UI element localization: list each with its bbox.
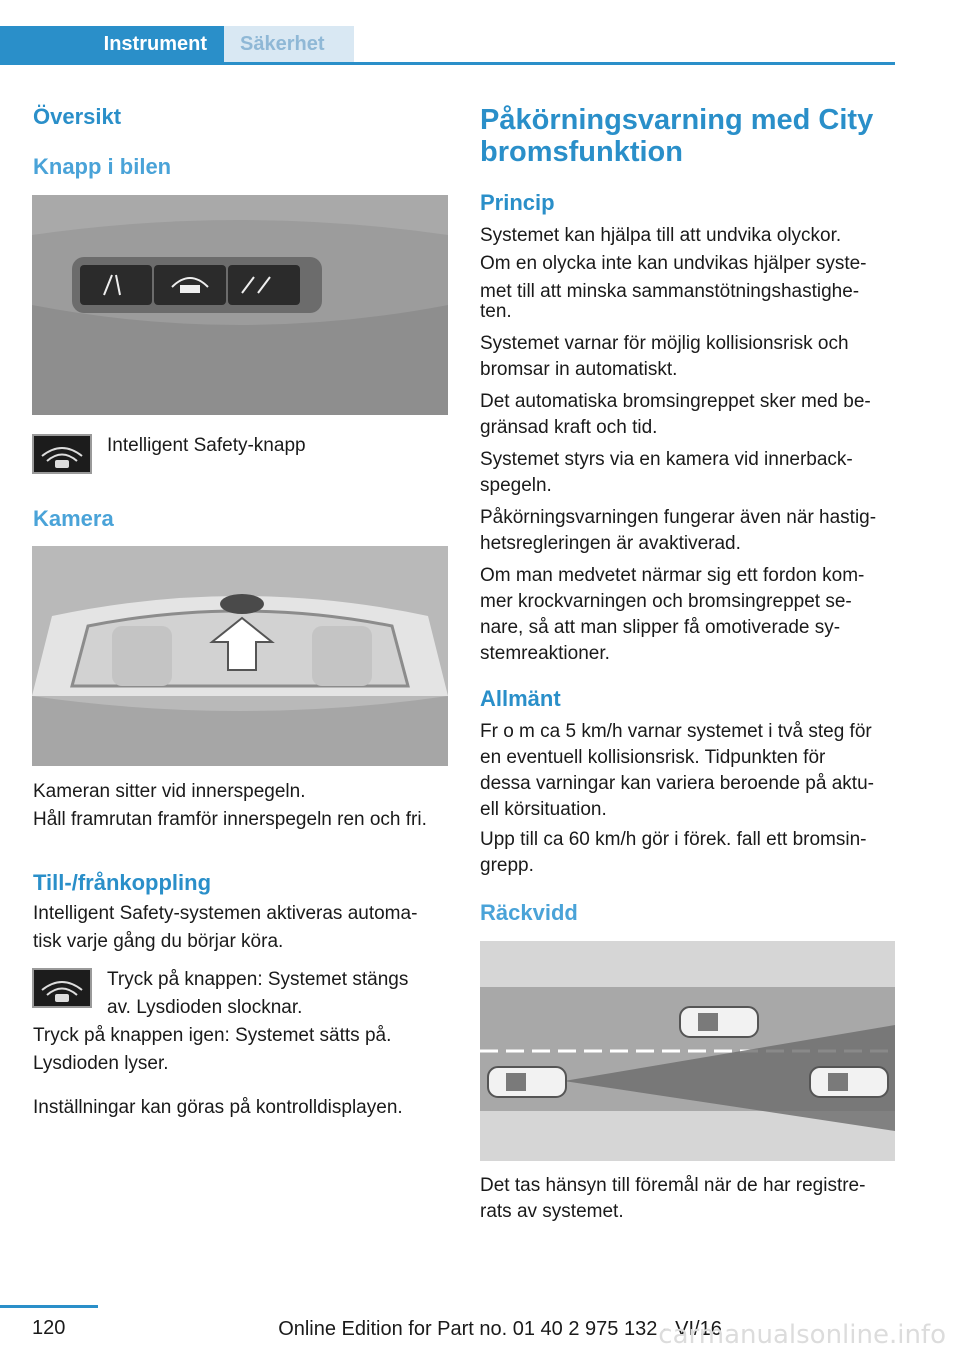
general-p8-l1: Upp till ca 60 km/h gör i förek. fall ett bromsin‐ [480, 829, 867, 850]
footer-rule [0, 1305, 98, 1308]
range-heading: Räckvidd [480, 900, 578, 925]
principle-heading: Princip [480, 190, 555, 215]
principle-p5-l1: Påkörningsvarningen fungerar även när hastig‐ [480, 507, 877, 528]
principle-p1-l1: Systemet kan hjälpa till att undvika olyckor. [480, 225, 842, 246]
intelligent-safety-icon [32, 434, 92, 474]
principle-p1-l2: Om en olycka inte kan undvikas hjälper syste‐ [480, 253, 867, 274]
general-heading: Allmänt [480, 686, 561, 711]
principle-p6-l3: nare, så att man slipper få omotiverade sy‐ [480, 617, 841, 638]
watermark: carmanualsonline.info [658, 1320, 946, 1350]
toggle-icon-text-line-1: Tryck på knappen: Systemet stängs [107, 969, 409, 990]
toggle-icon-text-line-2: av. Lysdioden slocknar. [107, 997, 303, 1018]
car-ahead-icon [34, 436, 90, 472]
page-title-line-2: bromsfunktion [480, 136, 683, 168]
principle-p4-l1: Systemet styrs via en kamera vid innerback‐ [480, 449, 853, 470]
range-p9-l2: rats av systemet. [480, 1201, 624, 1222]
car-own [488, 1067, 566, 1097]
button-heading: Knapp i bilen [33, 154, 172, 179]
general-p7-l1: Fr o m ca 5 km/h varnar systemet i två steg för [480, 721, 872, 742]
camera-paragraph-2: Håll framrutan framför innerspegeln ren och fri. [33, 809, 427, 830]
range-figure [480, 941, 895, 1161]
toggle-paragraph-3: Inställningar kan göras på kontrolldisplayen. [33, 1097, 403, 1118]
principle-p6-l2: mer krockvarningen och bromsingreppet se‐ [480, 591, 852, 612]
camera-figure [32, 546, 448, 766]
car-ahead-lane-left [680, 1007, 758, 1037]
tab-sakerhet[interactable]: Säkerhet [224, 26, 354, 62]
toggle-paragraph-2-line-2: Lysdioden lyser. [33, 1053, 169, 1074]
camera-heading: Kamera [33, 506, 114, 531]
camera-paragraph-1: Kameran sitter vid innerspegeln. [33, 781, 306, 802]
principle-p2-l1: Systemet varnar för möjlig kollisionsrisk och [480, 333, 849, 354]
overview-heading: Översikt [33, 104, 122, 129]
toggle-heading: Till-/frånkoppling [33, 870, 212, 895]
principle-p5-l2: hetsregleringen är avaktiverad. [480, 533, 741, 554]
page-number: 120 [32, 1317, 66, 1339]
car-ahead-icon [34, 970, 90, 1006]
toggle-paragraph-2-line-1: Tryck på knappen igen: Systemet sätts på. [33, 1025, 392, 1046]
general-p7-l4: ell körsituation. [480, 799, 607, 820]
button-panel-figure [32, 195, 448, 415]
button-caption: Intelligent Safety-knapp [107, 435, 306, 456]
principle-p4-l2: spegeln. [480, 475, 552, 496]
detection-range-illustration [480, 941, 895, 1161]
button-panel-illustration [32, 195, 448, 415]
toggle-paragraph-1-line-1: Intelligent Safety-systemen aktiveras automa‐ [33, 903, 418, 924]
principle-p2-l2: bromsar in automatiskt. [480, 359, 678, 380]
principle-p1-l4: ten. [480, 301, 512, 322]
general-p7-l3: dessa varningar kan variera beroende på aktu‐ [480, 773, 874, 794]
tab-instrument[interactable]: Instrument [0, 26, 224, 62]
chapter-tabs [0, 26, 895, 65]
principle-p3-l2: gränsad kraft och tid. [480, 417, 658, 438]
general-p8-l2: grepp. [480, 855, 534, 876]
intelligent-safety-icon-2 [32, 968, 92, 1008]
range-p9-l1: Det tas hänsyn till föremål när de har registre‐ [480, 1175, 866, 1196]
principle-p6-l4: stemreaktioner. [480, 643, 610, 664]
page-title-line-1: Påkörningsvarning med City [480, 104, 874, 136]
car-ahead-same-lane [810, 1067, 888, 1097]
windshield-camera-illustration [32, 546, 448, 766]
toggle-paragraph-1-line-2: tisk varje gång du börjar köra. [33, 931, 284, 952]
general-p7-l2: en eventuell kollisionsrisk. Tidpunkten för [480, 747, 826, 768]
principle-p1-l3: met till att minska sammanstötningshastighe‐ [480, 281, 860, 302]
edition-line: Online Edition for Part no. 01 40 2 975 132 - VI/16 [278, 1318, 722, 1340]
principle-p3-l1: Det automatiska bromsingreppet sker med be‐ [480, 391, 871, 412]
principle-p6-l1: Om man medvetet närmar sig ett fordon kom‐ [480, 565, 865, 586]
